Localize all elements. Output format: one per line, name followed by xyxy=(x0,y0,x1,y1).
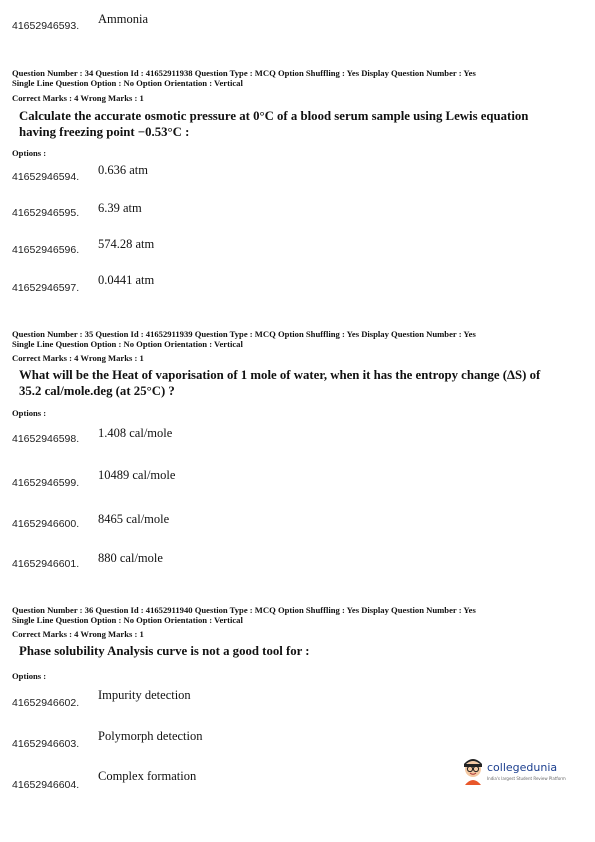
option-id: 41652946597. xyxy=(12,282,80,294)
option-text[interactable]: Polymorph detection xyxy=(98,729,203,743)
option-id: 41652946599. xyxy=(12,477,80,489)
option-text[interactable]: 10489 cal/mole xyxy=(98,468,176,482)
question-marks: Correct Marks : 4 Wrong Marks : 1 xyxy=(12,353,144,363)
option-text[interactable]: 574.28 atm xyxy=(98,237,155,251)
option-text[interactable]: 8465 cal/mole xyxy=(98,512,170,526)
option-text[interactable]: 0.0441 atm xyxy=(98,273,155,287)
option-id: 41652946603. xyxy=(12,738,80,750)
option-text[interactable]: Impurity detection xyxy=(98,688,191,702)
logo-wordmark: collegedunia xyxy=(487,761,558,774)
question-text: Calculate the accurate osmotic pressure at 0°C of a blood serum sample using Lewis equation having freezing point −0.53°C : xyxy=(19,109,529,139)
option-id: 41652946595. xyxy=(12,207,80,219)
question-meta-line2: Single Line Question Option : No Option Orientation : Vertical xyxy=(12,615,243,625)
option-id: 41652946604. xyxy=(12,779,80,791)
option-id: 41652946600. xyxy=(12,518,80,530)
option-text: Ammonia xyxy=(98,12,148,26)
option-text[interactable]: 880 cal/mole xyxy=(98,551,163,565)
options-label: Options : xyxy=(12,408,47,418)
option-id: 41652946602. xyxy=(12,697,80,709)
question-text: Phase solubility Analysis curve is not a good tool for : xyxy=(19,644,310,658)
option-text[interactable]: Complex formation xyxy=(98,769,197,783)
question-marks: Correct Marks : 4 Wrong Marks : 1 xyxy=(12,629,144,639)
option-id: 41652946596. xyxy=(12,244,80,256)
option-text[interactable]: 6.39 atm xyxy=(98,201,142,215)
options-label: Options : xyxy=(12,671,47,681)
option-id: 41652946601. xyxy=(12,558,80,570)
logo-tagline: India's largest Student Review Platform xyxy=(487,776,566,781)
collegedunia-logo xyxy=(461,758,571,788)
question-meta-line2: Single Line Question Option : No Option Orientation : Vertical xyxy=(12,339,243,349)
student-mascot-icon xyxy=(461,758,485,786)
option-text[interactable]: 1.408 cal/mole xyxy=(98,426,173,440)
option-id: 41652946594. xyxy=(12,171,80,183)
options-label: Options : xyxy=(12,148,47,158)
question-meta-line2: Single Line Question Option : No Option Orientation : Vertical xyxy=(12,78,243,88)
question-meta: Question Number : 35 Question Id : 41652911939 Question Type : MCQ Option Shuffling : Yes Display Question Number : Yes xyxy=(12,329,476,339)
question-text: What will be the Heat of vaporisation of 1 mole of water, when it has the entropy change (ΔS) of 35.2 cal/mole.deg (at 25°C) ? xyxy=(19,368,541,398)
question-meta: Question Number : 34 Question Id : 41652911938 Question Type : MCQ Option Shuffling : Yes Display Question Number : Yes xyxy=(12,68,476,78)
option-id: 41652946598. xyxy=(12,433,80,445)
question-marks: Correct Marks : 4 Wrong Marks : 1 xyxy=(12,93,144,103)
option-text[interactable]: 0.636 atm xyxy=(98,163,148,177)
option-id: 41652946593. xyxy=(12,20,80,32)
question-meta: Question Number : 36 Question Id : 41652911940 Question Type : MCQ Option Shuffling : Yes Display Question Number : Yes xyxy=(12,605,476,615)
